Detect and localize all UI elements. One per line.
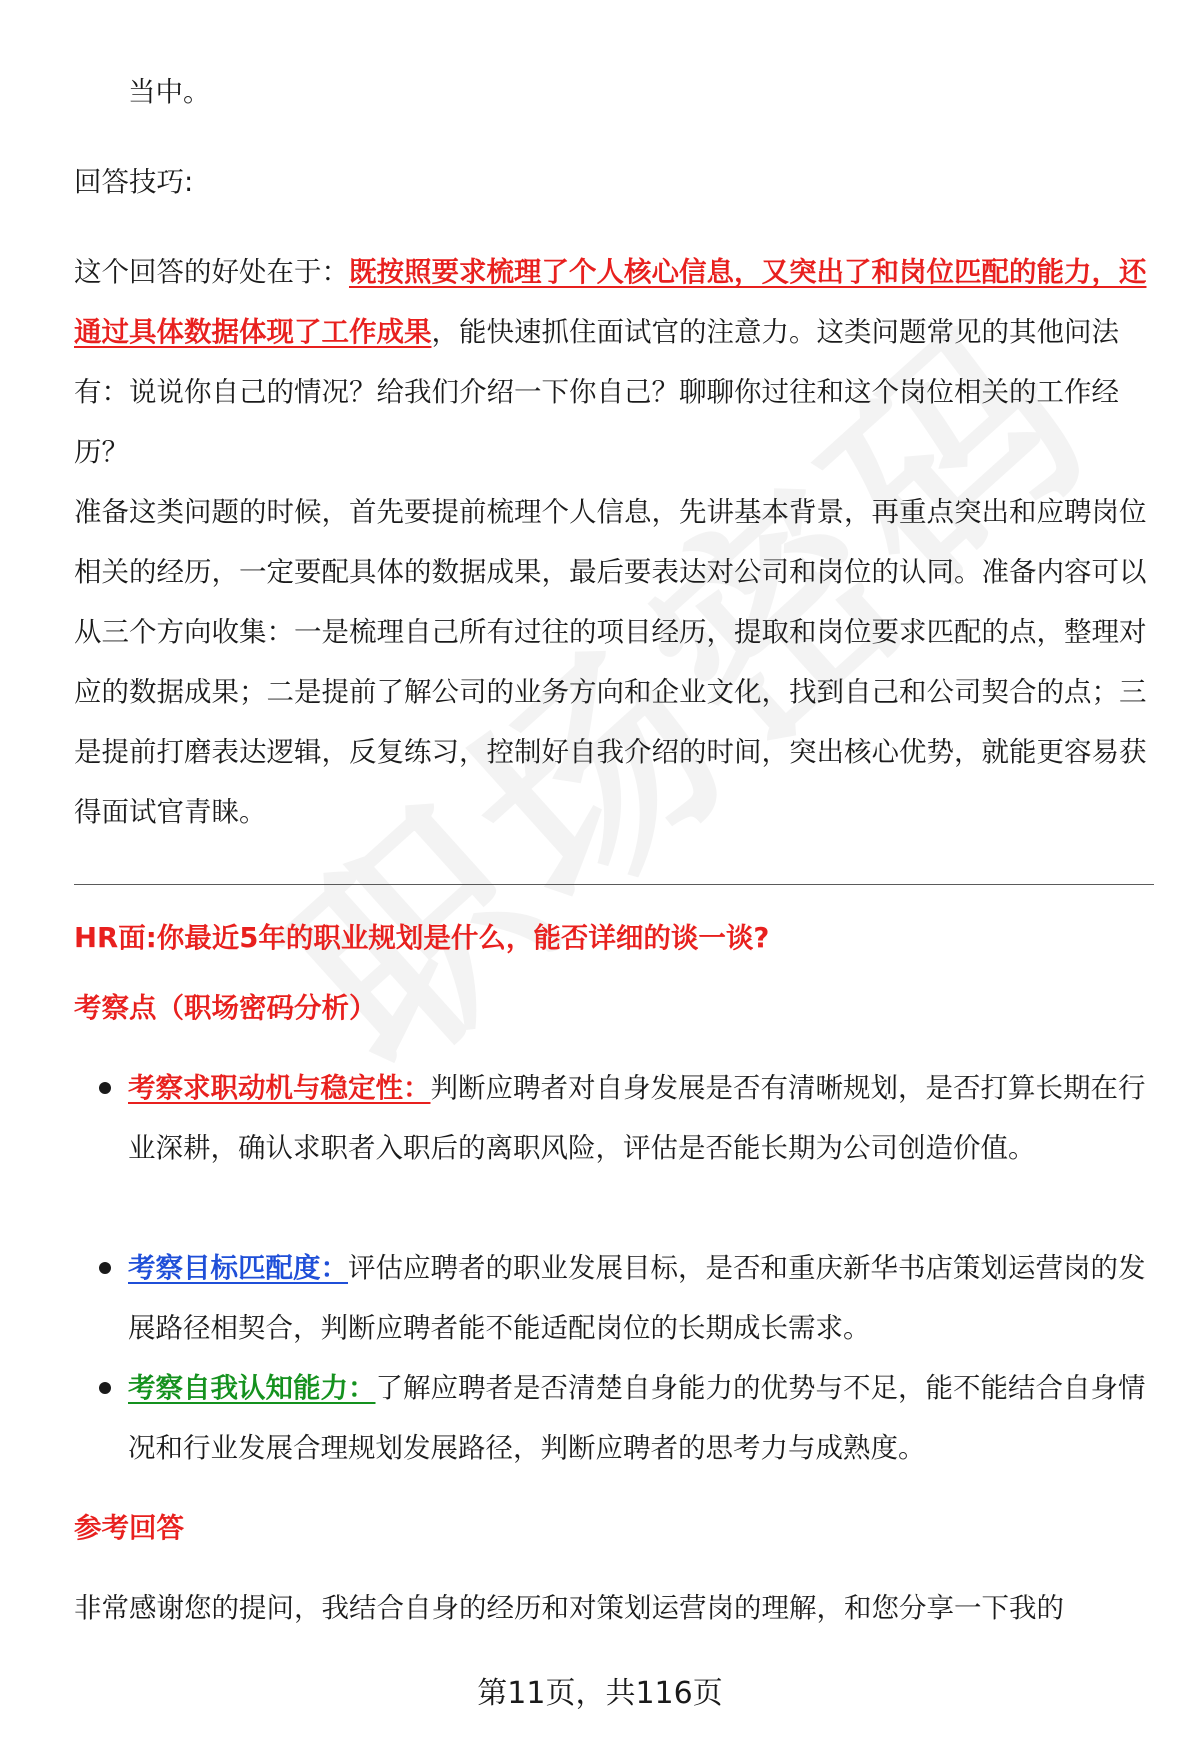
analysis-bullet-2 [128, 1238, 1154, 1358]
page-number-footer: 第11页，共116页 [477, 1676, 723, 1711]
analysis-bullet-1 [128, 1058, 1154, 1178]
preparation-paragraph: 准备这类问题的时候，首先要提前梳理个人信息，先讲基本背景，再重点突出和应聘岗位相关的经历，一定要配具体的数据成果，最后要表达对公司和岗位的认同。准备内容可以从三个方向收集：一是梳理自己所有过往的项目经历，提取和岗位要求匹配的点，整理对应的数据成果；二是提前了解公司的业务方向和企业文化，找到自己和公司契合的点；三是提前打磨表达逻辑，反复练习，控制好自我介绍的时间，突出核心优势，就能更容易获得面试官青睐。 [74, 496, 1147, 828]
continuation-text: 当中。 [128, 76, 211, 108]
bullet-2-text: 评估应聘者的职业发展目标，是否和重庆新华书店策划运营岗的发展路径相契合，判断应聘者能不能适配岗位的长期成长需求。 [128, 1252, 1146, 1344]
bullet-2-label: 考察目标匹配度： [128, 1252, 348, 1284]
bullet-dot [99, 1382, 111, 1394]
question-title: HR面:你最近5年的职业规划是什么，能否详细的谈一谈? [74, 922, 770, 954]
tips-paragraph [74, 242, 1154, 482]
analysis-heading: 考察点（职场密码分析） [74, 992, 377, 1024]
bullet-3-text: 了解应聘者是否清楚自身能力的优势与不足，能不能结合自身情况和行业发展合理规划发展路径，判断应聘者的思考力与成熟度。 [128, 1372, 1146, 1464]
bullet-dot [99, 1082, 111, 1094]
section-divider [74, 884, 1154, 885]
bullet-3-label: 考察自我认知能力： [128, 1372, 376, 1404]
answer-paragraph: 非常感谢您的提问，我结合自身的经历和对策划运营岗的理解，和您分享一下我的 [74, 1592, 1064, 1624]
tips-label: 回答技巧: [74, 166, 194, 198]
tips-paragraph-prefix: 这个回答的好处在于： [74, 256, 349, 288]
answer-heading: 参考回答 [74, 1512, 184, 1544]
bullet-1-label: 考察求职动机与稳定性： [128, 1072, 431, 1104]
analysis-bullet-3 [128, 1358, 1154, 1478]
bullet-dot [99, 1262, 111, 1274]
bullet-1-text: 判断应聘者对自身发展是否有清晰规划，是否打算长期在行业深耕，确认求职者入职后的离职风险，评估是否能长期为公司创造价值。 [128, 1072, 1146, 1164]
tips-paragraph-suffix: ，能快速抓住面试官的注意力。这类问题常见的其他问法有：说说你自己的情况？给我们介绍一下你自己？聊聊你过往和这个岗位相关的工作经历？ [74, 316, 1119, 468]
tips-paragraph-highlight: 既按照要求梳理了个人核心信息，又突出了和岗位匹配的能力，还通过具体数据体现了工作成果 [74, 256, 1147, 348]
